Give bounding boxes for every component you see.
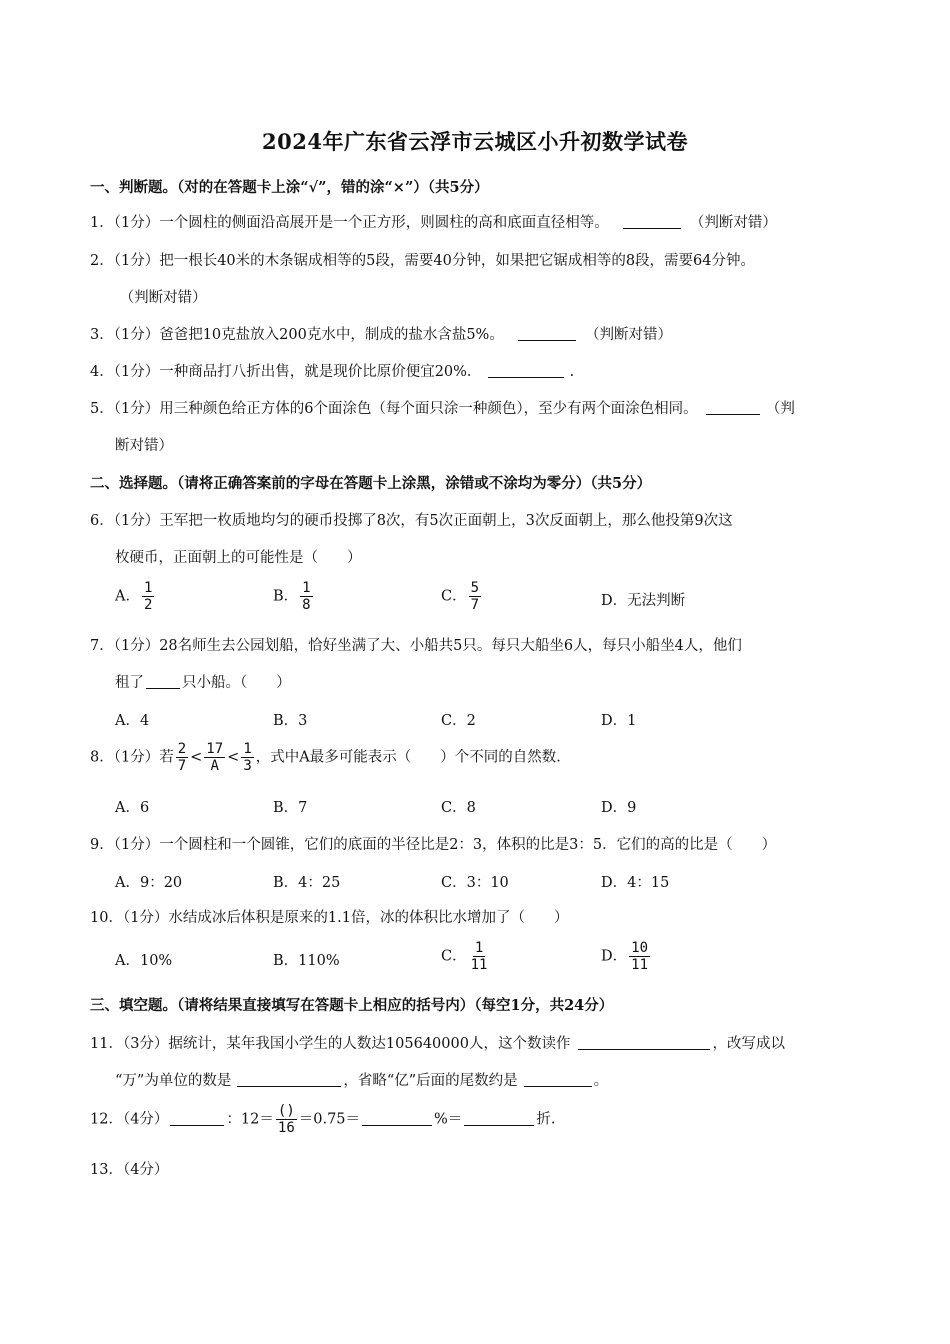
denominator: 2 xyxy=(143,597,153,613)
numerator: 1 xyxy=(302,580,311,596)
question-1-text: 1．（1分）一个圆柱的侧面沿高展开是一个正方形，则圆柱的高和底面直径相等。 xyxy=(90,215,609,231)
answer-blank[interactable] xyxy=(706,400,760,415)
q10-option-c[interactable] xyxy=(441,940,491,973)
question-7-cont xyxy=(115,671,291,692)
question-11 xyxy=(90,1032,785,1053)
fraction xyxy=(204,741,225,774)
question-11-text-e: 。 xyxy=(593,1073,609,1089)
numerator: 10 xyxy=(631,940,648,956)
question-6: 6．（1分）王军把一枚质地均匀的硬币投掷了8次，有5次正面朝上，3次反面朝上，那么他投第9次这 xyxy=(90,513,733,529)
section-3-heading: 三、填空题。（请将结果直接填写在答题卡上相应的括号内）（每空1分，共24分） xyxy=(90,997,614,1014)
q7-option-c[interactable]: C．2 xyxy=(441,713,476,729)
question-7-text-a: 租了 xyxy=(115,675,144,691)
answer-blank[interactable] xyxy=(362,1111,432,1126)
question-12-text: 12．（4分） xyxy=(90,1111,169,1128)
answer-blank[interactable] xyxy=(518,326,576,341)
q8-option-a[interactable]: A．6 xyxy=(115,800,150,816)
question-5-cont: 断对错） xyxy=(115,438,173,454)
section-1-heading: 一、判断题。（对的在答题卡上涂“√”，错的涂“×”）（共5分） xyxy=(90,179,489,196)
q6-option-a[interactable] xyxy=(115,580,156,613)
q8-option-c[interactable]: C．8 xyxy=(441,800,476,816)
denominator: 11 xyxy=(631,957,648,973)
denominator: A xyxy=(210,758,219,774)
fraction xyxy=(176,741,188,774)
q6-option-c[interactable] xyxy=(441,580,483,613)
question-4 xyxy=(90,360,574,381)
option-label: C． xyxy=(441,588,467,605)
answer-blank[interactable] xyxy=(488,363,564,378)
fraction xyxy=(241,741,253,774)
question-11-text-b: ，改写成以 xyxy=(712,1036,785,1052)
numerator: 2 xyxy=(177,741,187,757)
page-title: 2024年广东省云浮市云城区小升初数学试卷 xyxy=(262,129,688,154)
fraction xyxy=(469,580,481,613)
question-4-text: 4．（1分）一种商品打八折出售，就是现价比原价便宜20%． xyxy=(90,364,482,380)
q7-option-b[interactable]: B．3 xyxy=(273,713,308,729)
q10-option-d[interactable] xyxy=(601,940,652,973)
question-8-text: 8．（1分）若 xyxy=(90,749,174,766)
section-2-heading: 二、选择题。（请将正确答案前的字母在答题卡上涂黑，涂错或不涂均为零分）（共5分） xyxy=(90,475,652,492)
denominator: 16 xyxy=(277,1120,295,1136)
option-label: B． xyxy=(273,588,299,605)
question-11-cont xyxy=(115,1069,608,1090)
less-than: < xyxy=(190,749,203,766)
answer-blank[interactable] xyxy=(146,674,180,689)
numerator[interactable]: () xyxy=(277,1103,295,1119)
denominator: 11 xyxy=(470,957,488,973)
fraction xyxy=(276,1103,297,1136)
question-7-text-b: 只小船。（ ） xyxy=(182,675,291,691)
q10-option-a[interactable]: A．10% xyxy=(115,953,173,969)
q6-option-b[interactable] xyxy=(273,580,315,613)
numerator: 5 xyxy=(470,580,480,596)
fraction xyxy=(142,580,154,613)
denominator: 3 xyxy=(243,758,252,774)
q8-option-d[interactable]: D．9 xyxy=(601,800,637,816)
q7-option-d[interactable]: D．1 xyxy=(601,713,637,729)
less-than: < xyxy=(227,749,240,766)
q8-option-b[interactable]: B．7 xyxy=(273,800,308,816)
question-12-text-d: %＝ xyxy=(434,1111,463,1128)
question-2-cont xyxy=(115,286,207,307)
question-2-tail: （判断对错） xyxy=(119,290,207,306)
question-1-tail: （判断对错） xyxy=(689,215,777,231)
answer-blank[interactable] xyxy=(578,1035,710,1050)
q6-option-d[interactable]: D．无法判断 xyxy=(601,593,686,609)
question-5-tail: （判 xyxy=(765,401,795,417)
answer-blank[interactable] xyxy=(464,1111,534,1126)
question-5-text: 5．（1分）用三种颜色给正方体的6个面涂色（每个面只涂一种颜色），至少有两个面涂色相同。 xyxy=(90,401,698,417)
question-6-cont: 枚硬币，正面朝上的可能性是（ ） xyxy=(115,550,362,566)
fraction xyxy=(300,580,312,613)
fraction xyxy=(629,940,650,973)
answer-blank[interactable] xyxy=(623,214,681,229)
q9-option-b[interactable]: B．4：25 xyxy=(273,875,341,891)
question-11-text-a: 11．（3分）据统计，某年我国小学生的人数达105640000人，这个数读作 xyxy=(90,1036,571,1052)
option-label: A． xyxy=(115,588,140,605)
question-7: 7．（1分）28名师生去公园划船，恰好坐满了大、小船共5只。每只大船坐6人，每只小船坐4人，他们 xyxy=(90,638,742,654)
denominator: 7 xyxy=(470,597,480,613)
question-12-text-e: 折. xyxy=(536,1111,556,1128)
question-4-tail: . xyxy=(569,364,575,380)
q9-option-c[interactable]: C．3：10 xyxy=(441,875,509,891)
question-3-tail: （判断对错） xyxy=(585,327,673,343)
question-8-text-post: ，式中A最多可能表示（ ）个不同的自然数． xyxy=(255,749,571,766)
fraction xyxy=(469,940,490,973)
q10-option-b[interactable]: B．110% xyxy=(273,953,340,969)
question-12-text-c: ＝0.75＝ xyxy=(298,1111,361,1128)
question-1 xyxy=(90,211,777,232)
answer-blank[interactable] xyxy=(170,1111,224,1126)
numerator: 1 xyxy=(243,741,252,757)
question-5 xyxy=(90,397,795,418)
question-3 xyxy=(90,323,672,344)
question-3-text: 3．（1分）爸爸把10克盐放入200克水中，制成的盐水含盐5%。 xyxy=(90,327,504,343)
question-8 xyxy=(90,741,571,774)
question-11-text-d: ，省略“亿”后面的尾数约是 xyxy=(343,1073,518,1089)
denominator: 7 xyxy=(177,758,187,774)
q9-option-d[interactable]: D．4：15 xyxy=(601,875,670,891)
question-13: 13．（4分） xyxy=(90,1162,169,1178)
numerator: 1 xyxy=(474,940,484,956)
q7-option-a[interactable]: A．4 xyxy=(115,713,150,729)
option-label: D． xyxy=(601,948,628,965)
question-12-text-b: ：12＝ xyxy=(226,1111,274,1128)
option-label: C． xyxy=(441,948,467,965)
numerator: 17 xyxy=(206,741,224,757)
question-12 xyxy=(90,1103,555,1136)
question-11-text-c: “万”为单位的数是 xyxy=(115,1073,232,1089)
question-9: 9．（1分）一个圆柱和一个圆锥，它们的底面的半径比是2：3，体积的比是3：5．它们的高的比是（ ） xyxy=(90,837,777,853)
question-2: 2．（1分）把一根长40米的木条锯成相等的5段，需要40分钟，如果把它锯成相等的8段，需要64分钟。 xyxy=(90,253,755,269)
answer-blank[interactable] xyxy=(237,1072,341,1087)
q9-option-a[interactable]: A．9：20 xyxy=(115,875,183,891)
numerator: 1 xyxy=(143,580,153,596)
denominator: 8 xyxy=(302,597,311,613)
question-10: 10．（1分）水结成冰后体积是原来的1.1倍，冰的体积比水增加了（ ） xyxy=(90,910,569,926)
answer-blank[interactable] xyxy=(524,1072,592,1087)
